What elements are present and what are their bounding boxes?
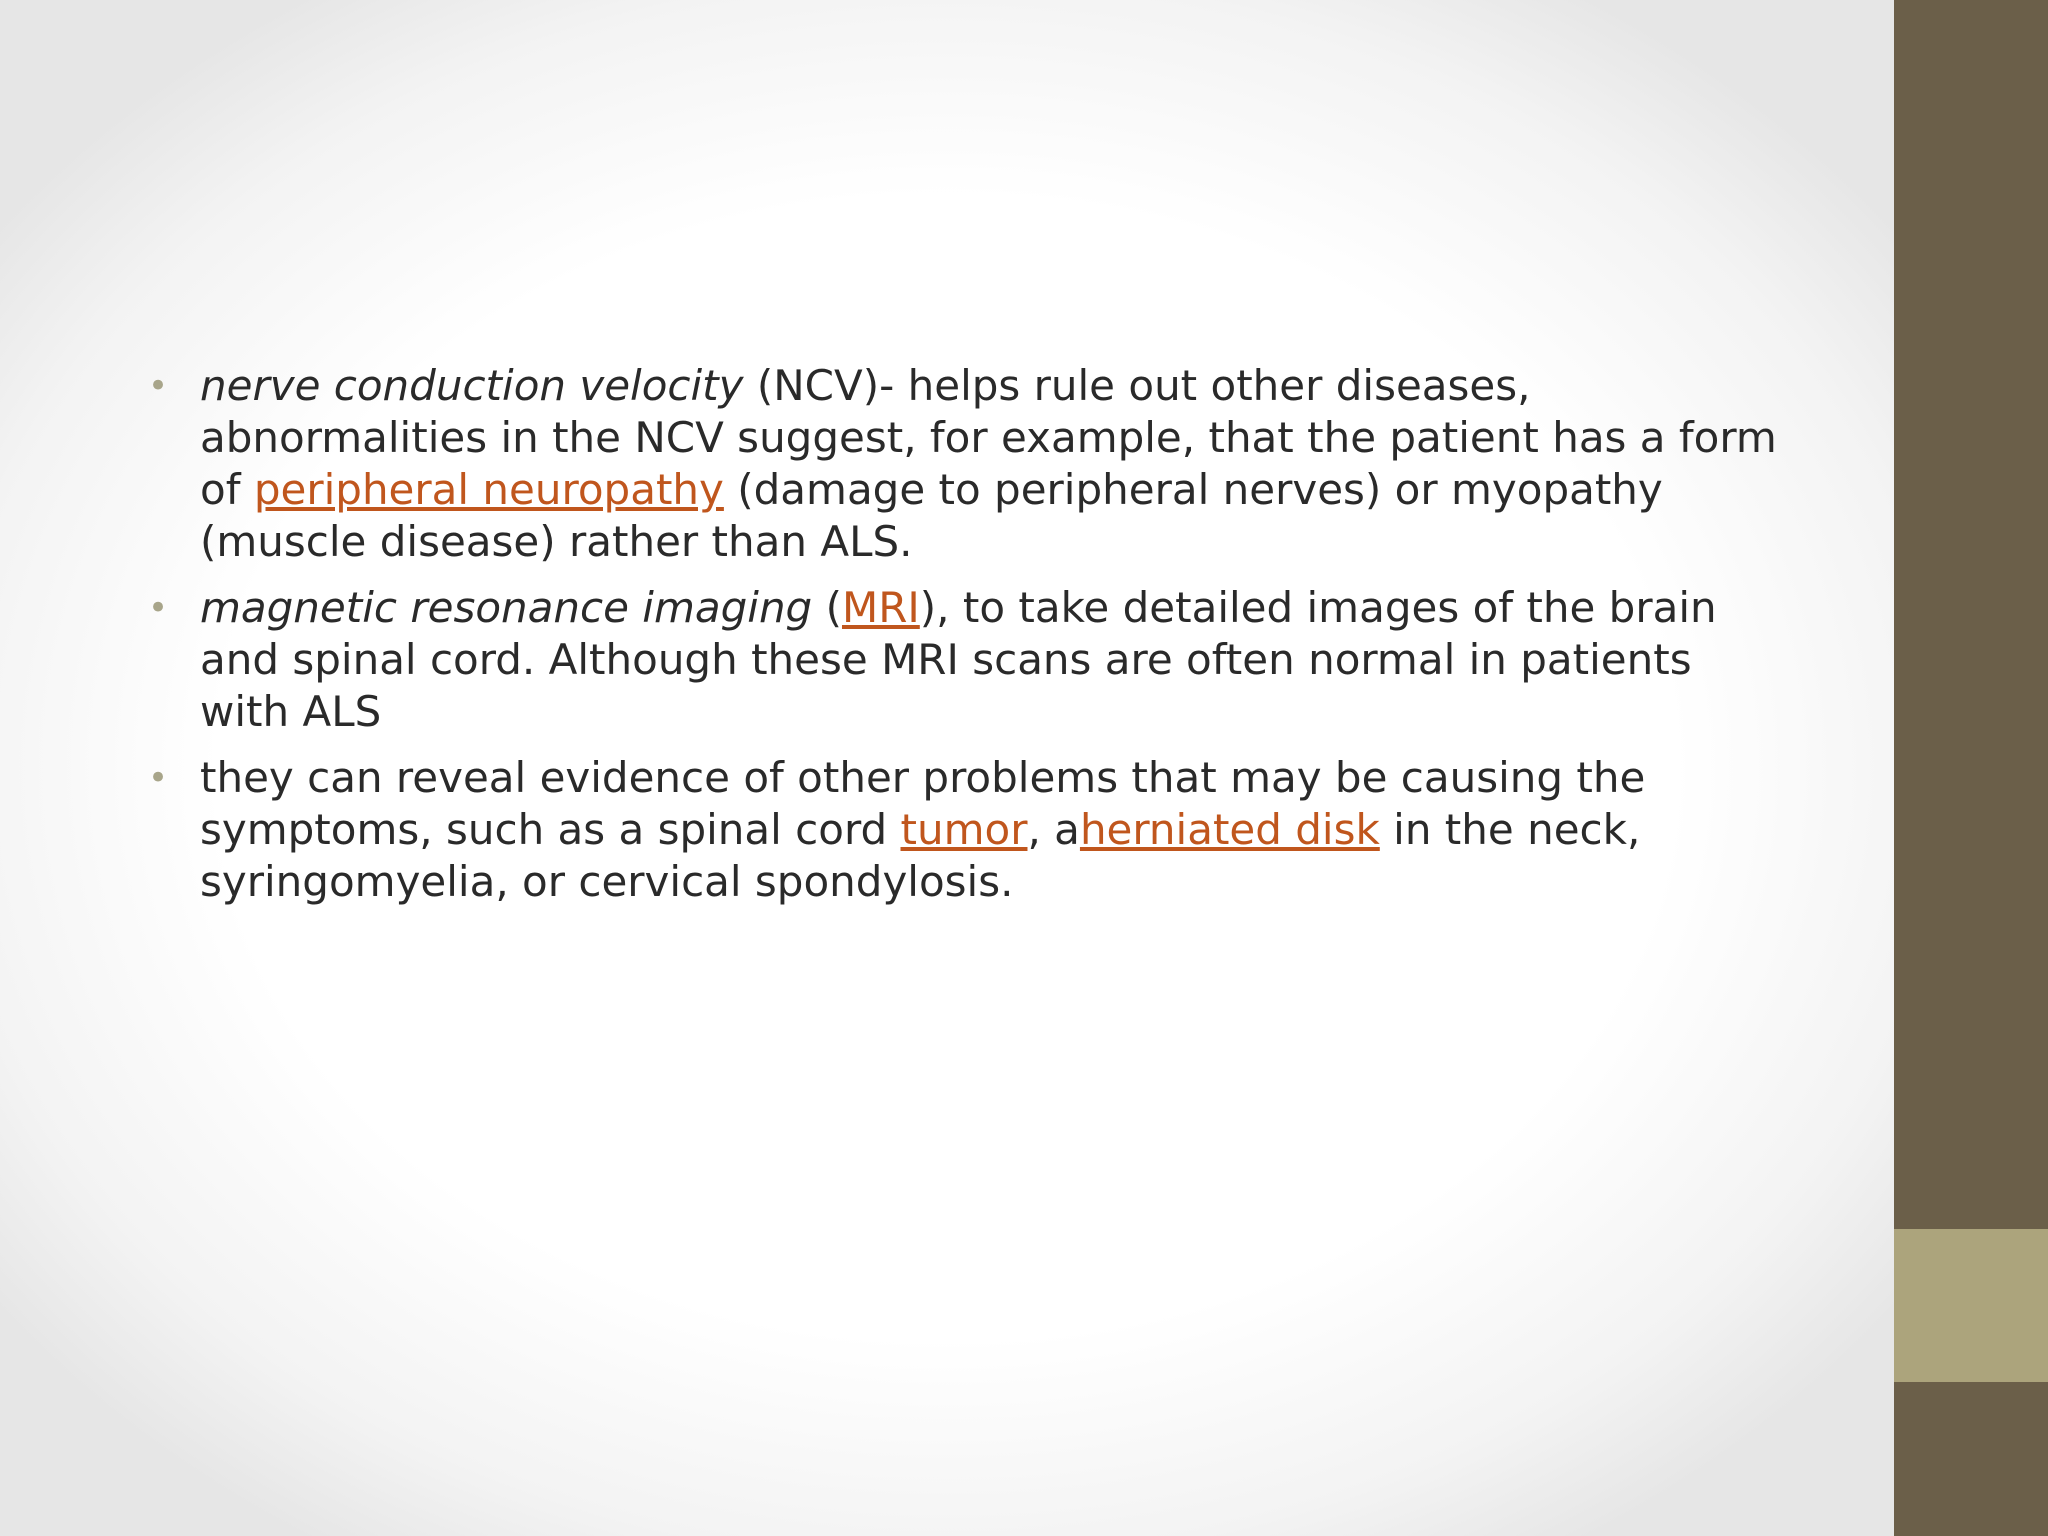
term-mri: magnetic resonance imaging [200, 583, 813, 632]
link-herniated-disk[interactable]: herniated disk [1079, 805, 1380, 854]
bullet-list [148, 360, 1788, 908]
link-mri[interactable]: MRI [841, 583, 920, 632]
slide-content [148, 360, 1788, 922]
bullet-text: , a [1027, 805, 1080, 854]
bullet-dot-icon: • [148, 588, 169, 628]
decorative-side-accent [1894, 1229, 2048, 1382]
term-ncv: nerve conduction velocity [200, 361, 744, 410]
bullet-text: ), to take detailed images of the brain and spinal cord. Although these MRI scans are often normal in patients with ALS [200, 583, 1717, 736]
bullet-item-mri [148, 582, 1788, 738]
bullet-dot-icon: • [148, 366, 169, 406]
link-tumor[interactable]: tumor [900, 805, 1028, 854]
link-peripheral-neuropathy[interactable]: peripheral neuropathy [253, 465, 724, 514]
bullet-text: in the neck, syringomyelia, or cervical spondylosis. [200, 805, 1641, 906]
bullet-dot-icon: • [148, 758, 169, 798]
bullet-item-other-problems [148, 752, 1788, 908]
bullet-text: (NCV)- helps rule out other diseases, abnormalities in the NCV suggest, for example, that the patient has a form of [200, 361, 1777, 514]
bullet-text: ( [812, 583, 842, 632]
bullet-text: (damage to peripheral nerves) or myopathy (muscle disease) rather than ALS. [200, 465, 1663, 566]
bullet-text: they can reveal evidence of other problems that may be causing the symptoms, such as a spinal cord [200, 753, 1646, 854]
bullet-item-ncv [148, 360, 1788, 568]
